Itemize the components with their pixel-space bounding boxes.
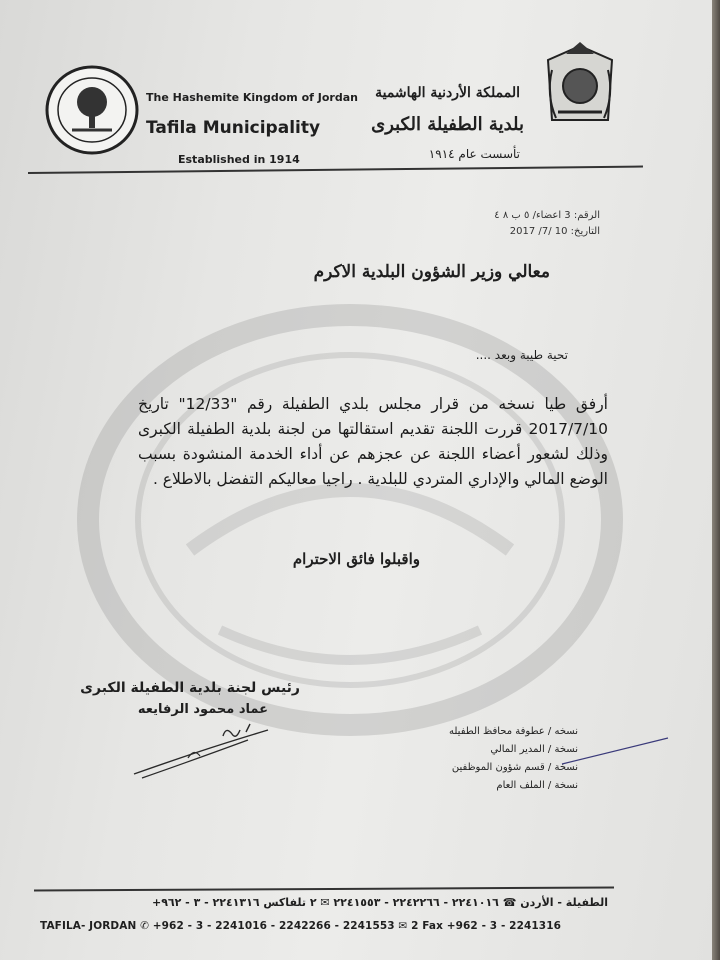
footer-contact-ar: الطفيلة - الأردن ☎ ٢٢٤١٠١٦ - ٢٢٤٢٢٦٦ - ٢٢٤١٥٥٣ ✉ ٢ تلفاكس ٢٢٤١٣١٦ - ٣ - ٩٦٢+ [151, 896, 608, 909]
copy-recipient: نسخه / عطوفة محافظ الطفيله [449, 726, 578, 737]
header-kingdom-en: The Hashemite Kingdom of Jordan [146, 91, 358, 104]
copy-recipient: نسخة / الملف العام [496, 780, 578, 791]
header-municipality-ar: بلدية الطفيلة الكبرى [371, 114, 524, 135]
footer-divider [34, 886, 614, 891]
jordan-coat-of-arms-icon [540, 40, 620, 130]
desk-edge [712, 0, 720, 960]
signatory-title: رئيس لجنة بلدية الطفيلة الكبرى [80, 680, 300, 696]
addressee: معالي وزير الشؤون البلدية الاكرم [313, 262, 550, 282]
footer-contact-en: TAFILA- JORDAN ✆ +962 - 3 - 2241016 - 2242266 - 2241553 ✉ 2 Fax +962 - 3 - 2241316 [40, 920, 562, 932]
closing-line: واقبلوا فائق الاحترام [292, 550, 420, 568]
pen-annotation-line [560, 736, 670, 766]
copy-recipient: نسخة / قسم شؤون الموظفين [451, 762, 578, 773]
municipality-seal-icon [44, 64, 140, 156]
letter-body: أرفق طيا نسخه من قرار مجلس بلدي الطفيلة رقم "12/33" تاريخ 2017/7/10 قررت اللجنة تقديم استقالتها من لجنة بلدية الطفيلة الكبرى وذلك لشعور أعضاء اللجنة عن عجزهم عن أداء الخدمة المنشودة بسبب الوضع المالي والإداري المتردي للبلدية . راجيا معاليكم التفضل بالاطلاع . [138, 395, 608, 488]
header-municipality-en: Tafila Municipality [146, 118, 321, 138]
header-established-en: Established in 1914 [178, 153, 300, 166]
greeting: تحية طيبة وبعد .... [475, 348, 568, 362]
header-established-ar: تأسست عام ١٩١٤ [428, 147, 520, 161]
header-kingdom-ar: المملكة الأردنية الهاشمية [375, 85, 520, 101]
reference-number: الرقم: 3 اعضاء/ ٥ ب ٨ ٤ [494, 210, 600, 221]
handwritten-signature [128, 722, 278, 782]
watermark-emblem [70, 300, 630, 740]
header-divider [28, 166, 643, 174]
copy-recipient: نسخة / المدير المالي [490, 744, 578, 755]
signatory-name: عماد محمود الرفايعه [137, 702, 268, 717]
reference-date: التاريخ: 10 /7/ 2017 [509, 226, 600, 237]
